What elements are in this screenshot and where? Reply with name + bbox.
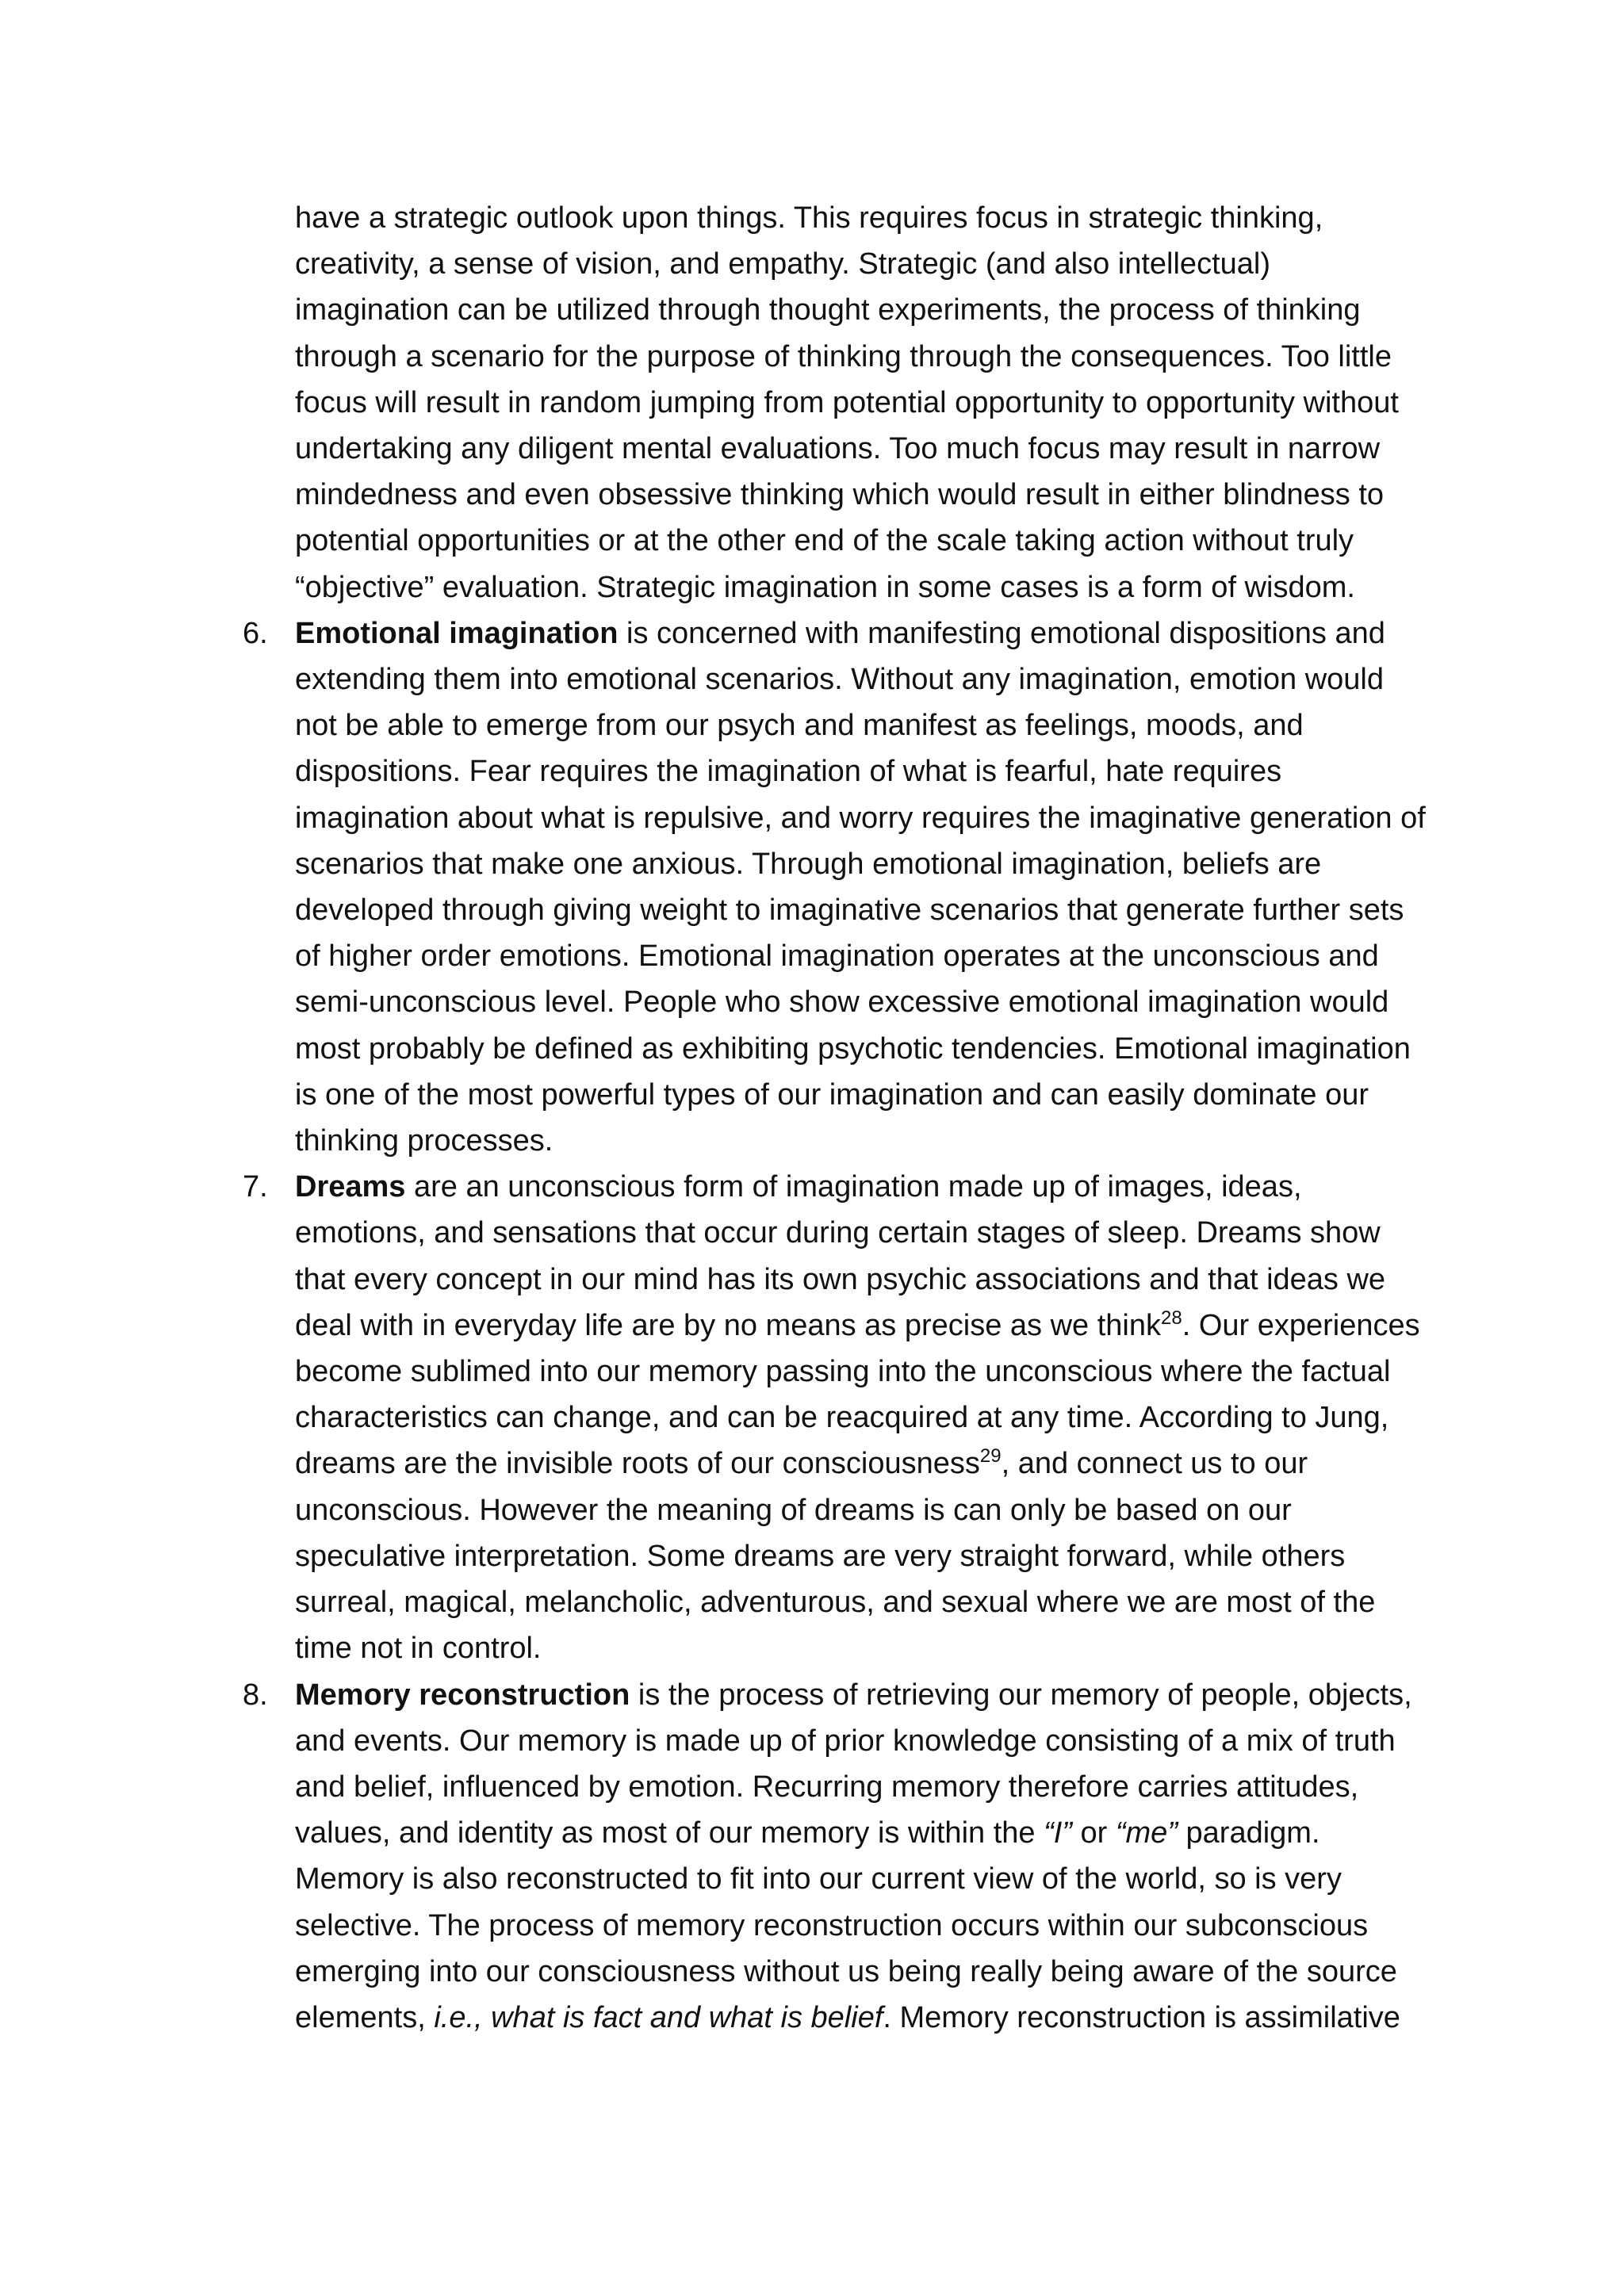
italic-text: “I”	[1044, 1816, 1072, 1850]
italic-text: i.e., what is fact and what is belief	[434, 2000, 883, 2034]
list-number: 7.	[243, 1170, 268, 1204]
list-item-term: Memory reconstruction	[295, 1678, 630, 1712]
list-item-body	[295, 1164, 1429, 1671]
list-item-text: , and connect us to our unconscious. However the meaning of dreams is can only be based on our speculative interpretation. Some dreams are very straight forward, while others surreal, magical, melancholic, adventurous, and sexual where we are most of the time not in control.	[295, 1447, 1376, 1666]
list-item-text: is concerned with manifesting emotional dispositions and extending them into emotional scenarios. Without any imagination, emotion would not be able to emerge from our psych and manifest as feelings, moods, and dispositions. Fear requires the imagination of what is fearful, hate requires imagination about what is repulsive, and worry requires the imaginative generation of scenarios that make one anxious. Through emotional imagination, beliefs are developed through giving weight to imaginative scenarios that generate further sets of higher order emotions. Emotional imagination operates at the unconscious and semi-unconscious level. People who show excessive emotional imagination would most probably be defined as exhibiting psychotic tendencies. Emotional imagination is one of the most powerful types of our imagination and can easily dominate our thinking processes.	[295, 616, 1426, 1158]
document-page	[243, 195, 1429, 2041]
list-item-term: Emotional imagination	[295, 616, 619, 650]
continuation-paragraph: have a strategic outlook upon things. This requires focus in strategic thinking, creativity, a sense of vision, and empathy. Strategic (and also intellectual) imagination can be utilized through thought experiments, the process of thinking through a scenario for the purpose of thinking through the consequences. Too little focus will result in random jumping from potential opportunity to opportunity without undertaking any diligent mental evaluations. Too much focus may result in narrow mindedness and even obsessive thinking which would result in either blindness to potential opportunities or at the other end of the scale taking action without truly “objective” evaluation. Strategic imagination in some cases is a form of wisdom.	[295, 201, 1399, 604]
list-item-text: are an unconscious form of imagination made up of images, ideas, emotions, and sensations that occur during certain stages of sleep. Dreams show that every concept in our mind has its own psychic associations and that ideas we deal with in everyday life are by no means as precise as we think	[295, 1170, 1386, 1342]
list-number: 6.	[243, 616, 268, 650]
list-item-text: or	[1071, 1816, 1116, 1850]
list-item-emotional-imagination	[243, 610, 1429, 1164]
list-item-body	[295, 1672, 1429, 2042]
list-item-text: . Our experiences become sublimed into our memory passing into the unconscious where the factual characteristics can change, and can be reacquired at any time. According to Jung, dreams are the invisible roots of our consciousness	[295, 1308, 1420, 1481]
list-item-memory-reconstruction	[243, 1672, 1429, 2042]
list-item-text: paradigm. Memory is also reconstructed to fit into our current view of the world, so is very selective. The process of memory reconstruction occurs within our subconscious emerging into our consciousness without us being really being aware of the source elements,	[295, 1816, 1397, 2034]
list-item-text: is the process of retrieving our memory of people, objects, and events. Our memory is made up of prior knowledge consisting of a mix of truth and belief, influenced by emotion. Recurring memory therefore carries attitudes, values, and identity as most of our memory is within the	[295, 1678, 1412, 1850]
list-item-term: Dreams	[295, 1170, 406, 1204]
list-item-dreams	[243, 1164, 1429, 1671]
italic-text: “me”	[1115, 1816, 1178, 1850]
list-item-body	[295, 610, 1429, 1164]
list-item-text: . Memory reconstruction is assimilative	[883, 2000, 1400, 2034]
footnote-ref: 28	[1161, 1307, 1182, 1329]
footnote-ref: 29	[979, 1445, 1002, 1468]
list-number: 8.	[243, 1678, 268, 1712]
